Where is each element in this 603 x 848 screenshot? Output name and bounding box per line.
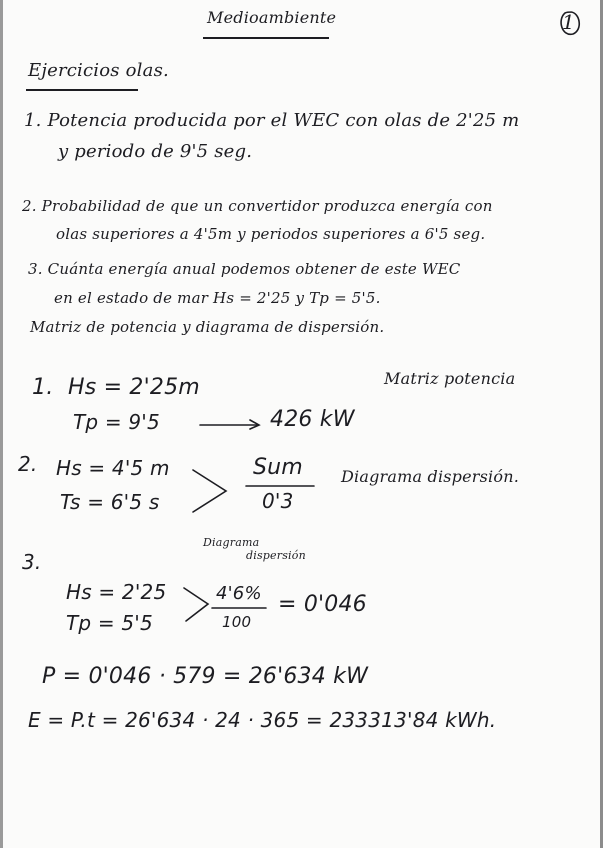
answer-3-note-line-2: dispersión (246, 549, 306, 562)
answer-3-numerator: 4'6% (216, 583, 262, 604)
answer-2-number: 2. (18, 452, 38, 476)
answer-2-numerator: Sum (253, 455, 303, 480)
question-1-line-2: y periodo de 9'5 seg. (58, 141, 253, 162)
matrix-diagram-line: Matriz de potencia y diagrama de dispersión. (30, 318, 385, 336)
question-3-line-2: en el estado de mar Hs = 2'25 y Tp = 5'5. (54, 289, 381, 307)
answer-2-brace (193, 470, 226, 512)
answer-2-ts: Ts = 6'5 s (60, 490, 160, 514)
answer-2-hs: Hs = 4'5 m (56, 456, 170, 480)
page-number-circle (561, 12, 579, 34)
energy-calculation: E = P.t = 26'634 · 24 · 365 = 233313'84 kWh. (28, 708, 497, 732)
answer-1-result: 426 kW (270, 407, 355, 432)
answer-3-tp: Tp = 5'5 (66, 611, 153, 635)
question-1-line-1: 1. Potencia producida por el WEC con olas de 2'25 m (24, 110, 520, 131)
page-title: Medioambiente (207, 8, 337, 27)
question-3-line-1: 3. Cuánta energía anual podemos obtener de este WEC (28, 260, 461, 278)
answer-1-tp: Tp = 9'5 (73, 410, 160, 434)
answer-3-note-line-1: Diagrama (203, 536, 260, 549)
answer-3-number: 3. (22, 550, 42, 574)
answer-3-denominator: 100 (222, 613, 252, 631)
answer-2-note: Diagrama dispersión. (341, 467, 519, 486)
answer-1-note: Matriz potencia (384, 369, 516, 388)
answer-1-number: 1. (32, 375, 54, 400)
question-2-line-1: 2. Probabilidad de que un convertidor produzca energía con (22, 197, 493, 215)
answer-2-denominator: 0'3 (262, 489, 294, 513)
answer-1-hs: Hs = 2'25m (68, 375, 200, 400)
question-2-line-2: olas superiores a 4'5m y periodos superiores a 6'5 seg. (56, 225, 486, 243)
answer-3-brace (184, 588, 208, 621)
answer-3-ratio-result: = 0'046 (278, 592, 367, 617)
page-number: 1 (562, 10, 575, 34)
section-heading: Ejercicios olas. (28, 60, 169, 81)
answer-3-hs: Hs = 2'25 (66, 580, 167, 604)
power-calculation: P = 0'046 · 579 = 26'634 kW (42, 664, 369, 689)
